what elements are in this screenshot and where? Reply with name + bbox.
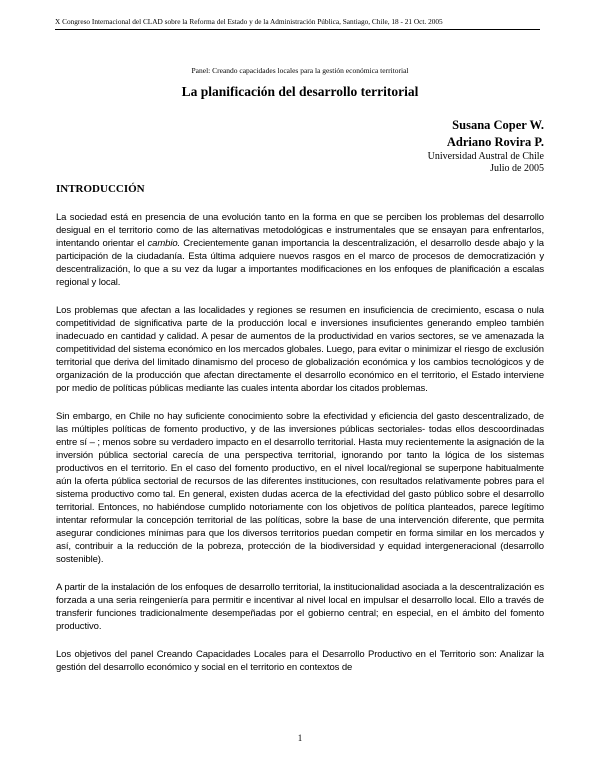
body-text [56, 211, 544, 689]
paragraph: A partir de la instalación de los enfoques de desarrollo territorial, la institucionalidad asociada a la descentralización es forzada a una seria reingeniería para permitir e incentivar al nivel local en impulsar el desarrollo local. Ello a través de transferir funciones tradicionalmente desempeñadas por el gobierno central; en especial, en el ámbito del fomento productivo. [56, 582, 544, 632]
paragraph: Los problemas que afectan a las localidades y regiones se resumen en insuficiencia de crecimiento, escasa o nula competitividad de significativa parte de la producción local e inversiones insuficientes generando empleo también inadecuado en cantidad y calidad. A pesar de aumentos de la productividad en varios sectores, se ve amenazada la competitividad del sistema económico en los mercados globales. Luego, para evitar o minimizar el riesgo de exclusión territorial que deriva del limitado dinamismo del proceso de globalización económica y los cambios tecnológicos y de organización de la producción que afectan directamente el desarrollo económico en el territorio, el Estado interviene por medio de políticas públicas mediante las cuales intenta abordar los citados problemas. [56, 305, 544, 394]
header-rule [55, 29, 540, 30]
paragraph-text: La sociedad está en presencia de una evolución tanto en la forma en que se perciben los problemas del desarrollo desigual en el territorio como de las alternativas metodológicas e instrumentales que se ensayan para enfrentarlos, intentando orientar el [56, 212, 544, 249]
paragraph: Los objetivos del panel Creando Capacidades Locales para el Desarrollo Productivo en el Territorio son: Analizar la gestión del desarrollo económico y social en el territorio en contextos de [56, 649, 544, 673]
author-block [428, 117, 544, 175]
paragraph-text: Crecientemente ganan importancia la descentralización, el desarrollo desde abajo y la participación de la ciudadanía. Esta última adquiere nuevos rasgos en el marco de procesos de democratización y descentralización, lo que a su vez da lugar a importantes modificaciones en los enfoques de planificación a escalas regional y local. [56, 238, 544, 288]
paper-title: La planificación del desarrollo territorial [181, 84, 419, 99]
running-header: X Congreso Internacional del CLAD sobre la Reforma del Estado y de la Administración Pública, Santiago, Chile, 18 - 21 Oct. 2005 [55, 17, 443, 26]
paragraph: Sin embargo, en Chile no hay suficiente conocimiento sobre la efectividad y eficiencia del gasto descentralizado, de las múltiples políticas de fomento productivo, y de las inversiones públicas sectoriales- todas ellos descoordinadas entre sí – ; menos sobre su verdadero impacto en el desarrollo territorial. Hasta muy recientemente la asignación de la inversión pública sectorial carecía de una perspectiva territorial, ignorando por tanto la lógica de los sistemas productivos en el territorio. En el caso del fomento productivo, en el nivel local/regional se superpone habitualmente aún la oferta pública sectorial de recursos de las diferentes instituciones, con resultados relativamente pobres para el sistema productivo como tal. En general, existen dudas acerca de la efectividad del gasto público sobre el desarrollo territorial. Entonces, no habiéndose cumplido notoriamente con los objetivos de política planteados, parece legítimo intentar reformular la concepción territorial de las políticas, sobre la base de una intervención diferente, que permita asegurar condiciones mínimas para que los diversos territorios puedan competir en forma similar en los mercados y así, contribuir a la reducción de la pobreza, protección de la biodiversidad y equidad intergeneracional (desarrollo sostenible). [56, 411, 544, 565]
date: Julio de 2005 [490, 163, 544, 174]
section-heading: INTRODUCCIÓN [56, 183, 145, 195]
emphasis-text: cambio. [147, 238, 181, 249]
panel-subtitle: Panel: Creando capacidades locales para la gestión económica territorial [191, 66, 409, 75]
paragraph [56, 211, 544, 289]
page-number: 1 [297, 733, 303, 743]
author-name: Adriano Rovira P. [446, 135, 544, 149]
affiliation: Universidad Austral de Chile [427, 151, 544, 162]
author-name: Susana Coper W. [452, 118, 544, 132]
